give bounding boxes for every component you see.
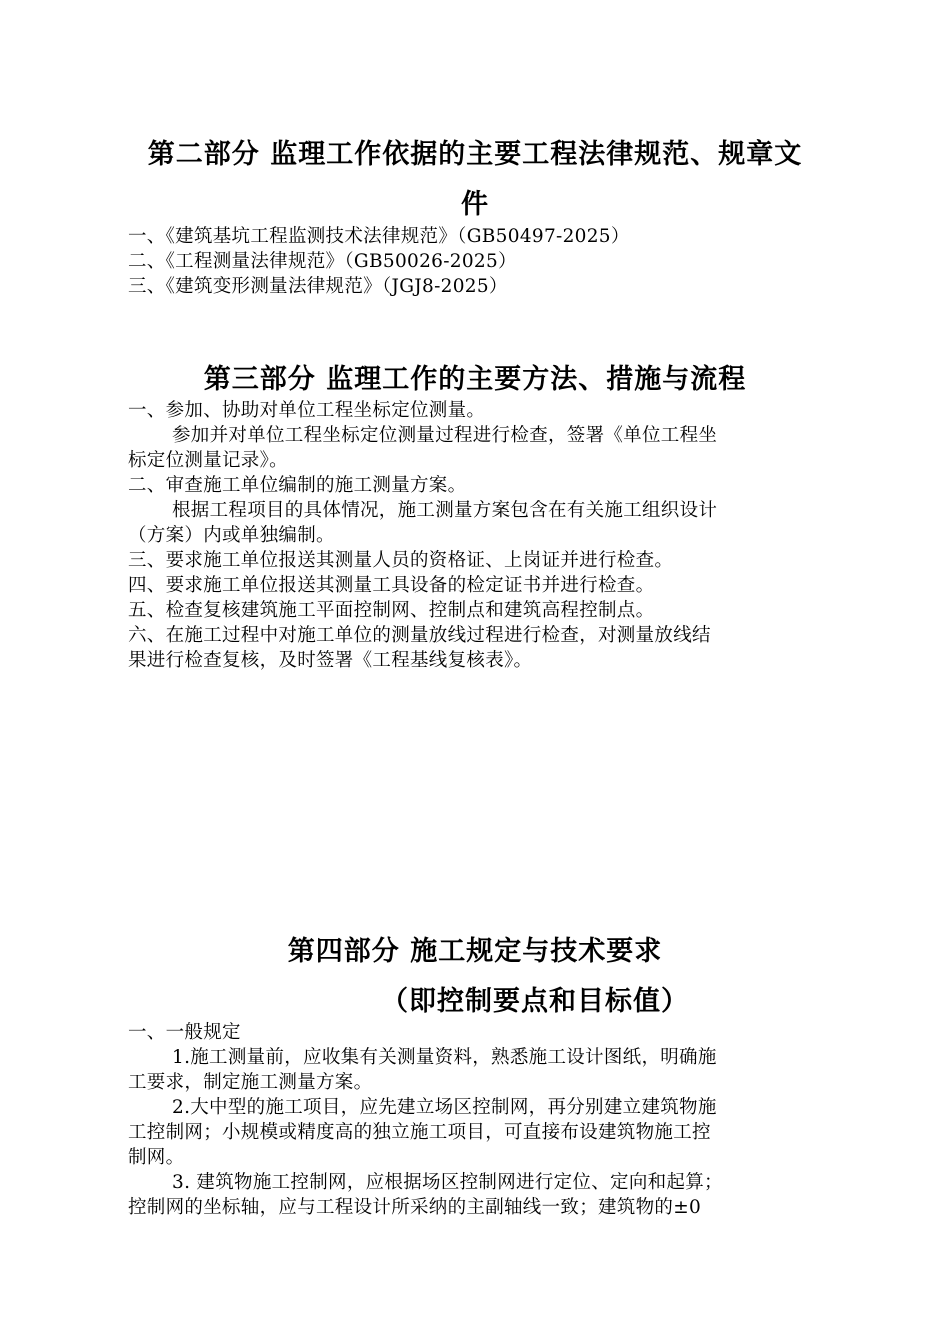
part3-line: 五、检查复核建筑施工平面控制网、控制点和建筑高程控制点。 bbox=[128, 600, 655, 621]
part2-title-line1: 第二部分 监理工作依据的主要工程法律规范、规章文 bbox=[147, 139, 803, 170]
part4-line: 1.施工测量前，应收集有关测量资料，熟悉施工设计图纸，明确施 bbox=[172, 1047, 717, 1068]
part3-line: 标定位测量记录》。 bbox=[128, 450, 288, 471]
part2-item: 二、《工程测量法律规范》（GB50026-2025） bbox=[128, 251, 517, 272]
part2-item: 三、《建筑变形测量法律规范》（JGJ8-2025） bbox=[128, 276, 508, 297]
part3-line: 二、审查施工单位编制的施工测量方案。 bbox=[128, 475, 467, 496]
part4-line: 2.大中型的施工项目，应先建立场区控制网，再分别建立建筑物施 bbox=[172, 1097, 717, 1118]
part3-line: 根据工程项目的具体情况，施工测量方案包含在有关施工组织设计 bbox=[172, 500, 718, 521]
part3-title: 第三部分 监理工作的主要方法、措施与流程 bbox=[203, 364, 747, 395]
part3-line: 参加并对单位工程坐标定位测量过程进行检查，签署《单位工程坐 bbox=[172, 425, 718, 446]
part4-line: 3. 建筑物施工控制网，应根据场区控制网进行定位、定向和起算； bbox=[172, 1172, 723, 1193]
part4-title-line1: 第四部分 施工规定与技术要求 bbox=[287, 936, 663, 967]
part2-item: 一、《建筑基坑工程监测技术法律规范》（GB50497-2025） bbox=[128, 226, 630, 247]
part3-line: 果进行检查复核，及时签署《工程基线复核表》。 bbox=[128, 650, 533, 671]
part4-line: 一、一般规定 bbox=[128, 1022, 241, 1043]
part2-title-line2: 件 bbox=[461, 189, 489, 220]
part4-line: 工控制网；小规模或精度高的独立施工项目，可直接布设建筑物施工控 bbox=[128, 1122, 711, 1143]
part3-line: 四、要求施工单位报送其测量工具设备的检定证书并进行检查。 bbox=[128, 575, 655, 596]
part4-line: 控制网的坐标轴，应与工程设计所采纳的主副轴线一致；建筑物的±0 bbox=[128, 1197, 702, 1218]
part3-line: 一、参加、协助对单位工程坐标定位测量。 bbox=[128, 400, 486, 421]
part4-line: 工要求，制定施工测量方案。 bbox=[128, 1072, 373, 1093]
part4-title-line2: （即控制要点和目标值） bbox=[381, 986, 689, 1017]
part3-line: 六、在施工过程中对施工单位的测量放线过程进行检查，对测量放线结 bbox=[128, 625, 711, 646]
part3-line: （方案）内或单独编制。 bbox=[128, 525, 335, 546]
part3-line: 三、要求施工单位报送其测量人员的资格证、上岗证并进行检查。 bbox=[128, 550, 674, 571]
part4-line: 制网。 bbox=[128, 1147, 185, 1168]
